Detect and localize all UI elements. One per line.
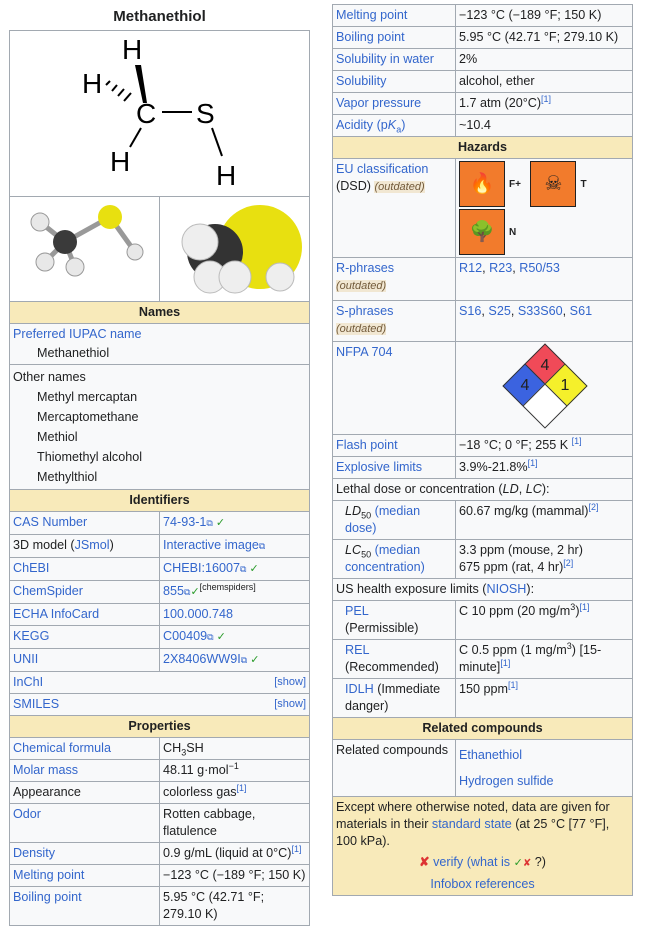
r-phrase-link[interactable]: R50/53 xyxy=(519,261,560,275)
related-compound-link[interactable]: Hydrogen sulfide xyxy=(459,774,554,788)
idlh-value-cell: 150 ppm[1] xyxy=(456,679,633,718)
other-name: Mercaptomethane xyxy=(37,410,139,424)
lc50-value-cell: 3.3 ppm (mouse, 2 hr) 675 ppm (rat, 4 hr)[2] xyxy=(456,540,633,579)
rel-value-cell: C 0.5 ppm (1 $mg/m^3$) [15-minute][1] xyxy=(456,640,633,679)
unii-label-cell xyxy=(10,649,160,672)
check-icon: ✓ xyxy=(246,563,259,575)
vapor-pressure-label-cell xyxy=(333,93,456,115)
nfpa-health: 4 xyxy=(520,377,530,394)
chemspider-value-cell xyxy=(160,581,310,604)
other-names-row xyxy=(10,365,310,490)
section-related-compounds: Related compounds xyxy=(333,718,633,740)
lethal-dose-header: Lethal dose or concentration (LD, LC): xyxy=(333,479,633,501)
atom-c: C xyxy=(136,98,157,129)
odor-link[interactable]: Odor xyxy=(13,807,41,821)
eu-classification-label-cell: EU classification (DSD) (outdated) xyxy=(333,159,456,258)
s-phrases-link[interactable]: S-phrases xyxy=(336,304,394,318)
r-phrase-link[interactable]: R23 xyxy=(489,261,513,275)
citation-link[interactable]: [1] xyxy=(527,457,538,468)
related-compounds-label: Related compounds xyxy=(333,740,456,797)
acidity-value: ~10.4 xyxy=(456,115,633,137)
eu-classification-link[interactable]: EU classification xyxy=(336,162,429,176)
cas-number-link[interactable]: CAS Number xyxy=(13,515,88,529)
explosive-limits-value-cell: 3.9%-21.8%[1] xyxy=(456,457,633,479)
explosive-limits-link[interactable]: Explosive limits xyxy=(336,460,423,474)
cas-value-cell xyxy=(160,512,310,535)
environment-hazard-icon[interactable]: 🌳 xyxy=(459,209,505,255)
r-phrases-value-cell: R12, R23, R50/53 xyxy=(456,258,633,301)
r-phrase-link[interactable]: R12 xyxy=(459,261,483,275)
atom-s: S xyxy=(196,98,215,129)
s-phrase-link[interactable]: S25 xyxy=(488,304,511,318)
iupac-name-link[interactable]: Preferred IUPAC name xyxy=(13,327,142,341)
pel-label-cell: PEL (Permissible) xyxy=(333,601,456,640)
solubility-link[interactable]: Solubility xyxy=(336,74,387,88)
ld50-value-cell: 60.67 mg/kg (mammal)[2] xyxy=(456,501,633,540)
ld50-label-cell: $LD_{50}$ (median dose) xyxy=(333,501,456,540)
model-label-cell: 3D model (JSmol) xyxy=(10,535,160,558)
related-compounds-value-cell xyxy=(456,740,633,797)
check-icon: ✓ xyxy=(247,654,260,666)
standard-state-note: Except where otherwise noted, data are given for materials in their standard state (at 25 °C [77 °F], 100 kPa). xyxy=(336,800,610,848)
external-link-icon: ⧉ xyxy=(258,541,266,551)
s-phrase-link[interactable]: S61 xyxy=(569,304,593,318)
chemspider-link[interactable]: ChemSpider xyxy=(13,584,83,598)
check-icon: ✓ xyxy=(190,586,200,598)
infobox-title: Methanethiol xyxy=(113,8,206,25)
space-filling-model xyxy=(160,197,308,296)
atom-h-top: H xyxy=(122,34,143,65)
ball-and-stick-model xyxy=(10,197,158,296)
chebi-link[interactable]: ChEBI xyxy=(13,561,50,575)
other-name: Methiol xyxy=(37,430,78,444)
niosh-link[interactable]: NIOSH xyxy=(486,582,527,596)
chemspider-value[interactable]: 855 xyxy=(163,584,185,598)
infobox-table-left xyxy=(9,30,310,926)
solubility-value: alcohol, ether xyxy=(456,71,633,93)
nfpa-diamond[interactable] xyxy=(509,350,579,420)
s-phrase-link[interactable]: S33S60 xyxy=(517,304,563,318)
r-phrases-label-cell xyxy=(333,258,456,301)
median-dose-link[interactable]: (median dose) xyxy=(345,504,421,535)
molar-mass-link[interactable]: Molar mass xyxy=(13,763,79,777)
solubility-water-link[interactable]: Solubility in water xyxy=(336,52,434,66)
echa-value[interactable]: 100.000.748 xyxy=(163,607,234,621)
lc50-label-cell: $LC_{50}$ (median concentration) xyxy=(333,540,456,579)
infobox-right xyxy=(332,4,633,896)
boiling-value: 5.95 °C (42.71 °F; 279.10 K) xyxy=(160,887,310,926)
appearance-value-cell: colorless gas[1] xyxy=(160,782,310,804)
iupac-name-row xyxy=(10,324,310,365)
vapor-pressure-link[interactable]: Vapor pressure xyxy=(336,96,422,110)
infobox-references-row xyxy=(336,876,629,893)
external-link-icon: ⧉ xyxy=(240,564,247,574)
melting-point-link[interactable]: Melting point xyxy=(13,868,85,882)
chebi-value[interactable]: CHEBI:16007 xyxy=(163,561,241,575)
jsmol-link[interactable]: JSmol xyxy=(74,538,110,552)
citation-link[interactable]: [2] xyxy=(588,501,599,512)
solubility-label-cell xyxy=(333,71,456,93)
melting-value: −123 °C (−189 °F; 150 K) xyxy=(160,865,310,887)
check-icon: ✓ xyxy=(513,857,523,869)
acidity-link[interactable]: Acidity $(pK_a)$ xyxy=(336,118,406,135)
infobox-table-right xyxy=(332,4,633,896)
echa-link[interactable]: ECHA InfoCard xyxy=(13,607,100,621)
solubility-water-label-cell xyxy=(333,49,456,71)
us-exposure-header: US health exposure limits (NIOSH): xyxy=(333,579,633,601)
outdated-tag: (outdated) xyxy=(374,181,425,193)
s-phrases-label-cell xyxy=(333,301,456,342)
nfpa-flammability: 4 xyxy=(540,357,550,374)
external-link-icon: ⧉ xyxy=(184,587,191,597)
infobox-footer xyxy=(333,797,633,896)
other-name: Methylthiol xyxy=(37,470,98,484)
kegg-label-cell xyxy=(10,626,160,649)
solubility-water-value: 2% xyxy=(456,49,633,71)
citation-link[interactable]: [1] xyxy=(500,657,511,668)
melting-value: −123 °C (−189 °F; 150 K) xyxy=(456,5,633,27)
kegg-value[interactable]: C00409 xyxy=(163,629,208,643)
smiles-show-toggle[interactable]: [show] xyxy=(274,698,306,710)
verify-row: ✘ verify (what is ✓✘ ?) xyxy=(419,855,546,869)
flash-point-value-cell: −18 °C; 0 °F; 255 K [1] xyxy=(456,435,633,457)
explosive-limits-label-cell xyxy=(333,457,456,479)
pel-link[interactable]: PEL xyxy=(345,604,369,618)
melting-point-link[interactable]: Melting point xyxy=(336,8,408,22)
kegg-link[interactable]: KEGG xyxy=(13,629,50,643)
odor-value: Rotten cabbage, flatulence xyxy=(160,804,310,843)
ball-stick-model-cell xyxy=(10,197,160,302)
inchi-link[interactable]: InChI xyxy=(13,675,44,689)
boiling-label-cell xyxy=(333,27,456,49)
cas-label-cell xyxy=(10,512,160,535)
nfpa-reactivity: 1 xyxy=(560,377,570,394)
flash-point-link[interactable]: Flash point xyxy=(336,438,398,452)
interactive-image-link[interactable]: Interactive image xyxy=(163,538,259,552)
unii-value[interactable]: 2X8406WW9I xyxy=(163,652,241,666)
structure-diagram-cell xyxy=(10,31,310,197)
pel-value-cell: C 10 ppm (20 $mg/m^3)[1]$ xyxy=(456,601,633,640)
flash-point-label-cell xyxy=(333,435,456,457)
check-icon: ✓ xyxy=(212,517,226,529)
citation-link[interactable]: [1] xyxy=(236,782,247,793)
formula-value-cell: $CH_3SH$ xyxy=(160,738,310,760)
chebi-value-cell xyxy=(160,558,310,581)
iupac-name-value: Methanethiol xyxy=(37,346,110,360)
outdated-tag: (outdated) xyxy=(336,280,387,292)
atom-h-bottom: H xyxy=(110,146,131,177)
external-link-icon: ⧉ xyxy=(206,518,213,528)
eu-symbols-cell: 🔥 F+ ☠ T 🌳 N xyxy=(456,159,633,258)
nfpa-704-link[interactable]: NFPA 704 xyxy=(336,345,393,359)
smiles-row xyxy=(10,694,310,716)
boiling-point-link[interactable]: Boiling point xyxy=(336,30,405,44)
atom-h-left: H xyxy=(82,68,103,99)
citation-link[interactable]: [1] xyxy=(579,601,590,612)
smiles-link[interactable]: SMILES xyxy=(13,697,60,711)
outdated-tag: (outdated) xyxy=(336,323,387,335)
echa-value-cell xyxy=(160,604,310,626)
unii-link[interactable]: UNII xyxy=(13,652,39,666)
what-is-link[interactable]: (what is xyxy=(466,855,511,869)
external-link-icon: ⧉ xyxy=(207,632,214,642)
cross-icon: ✘ xyxy=(522,858,532,869)
odor-label-cell xyxy=(10,804,160,843)
density-value-cell: 0.9 g/mL (liquid at 0°C)[1] xyxy=(160,843,310,865)
other-name: Thiomethyl alcohol xyxy=(37,450,142,464)
skull-icon[interactable]: ☠ xyxy=(530,161,576,207)
boiling-value: 5.95 °C (42.71 °F; 279.10 K) xyxy=(456,27,633,49)
check-icon: ✓ xyxy=(213,631,226,643)
citation-link[interactable]: [1] xyxy=(291,843,302,854)
chemspider-note: [chemspiders] xyxy=(199,581,256,592)
idlh-link[interactable]: IDLH xyxy=(345,682,374,696)
rel-label-cell: REL (Recommended) xyxy=(333,640,456,679)
related-compound-link[interactable]: Ethanethiol xyxy=(459,748,523,762)
citation-link[interactable]: [1] xyxy=(541,93,552,104)
acidity-label-cell xyxy=(333,115,456,137)
r-phrases-link[interactable]: R-phrases xyxy=(336,261,395,275)
chemspider-label-cell xyxy=(10,581,160,604)
standard-state-link[interactable]: standard state xyxy=(431,817,512,831)
median-concentration-link[interactable]: (median concentration) xyxy=(345,543,425,574)
section-hazards: Hazards xyxy=(333,137,633,159)
molar-mass-value-cell: 48.11 g·mol$^{-1}$ xyxy=(160,760,310,782)
cross-icon: ✘ xyxy=(419,855,430,869)
section-properties: Properties xyxy=(10,716,310,738)
model-value-cell xyxy=(160,535,310,558)
density-label-cell xyxy=(10,843,160,865)
infobox-references-link[interactable]: Infobox references xyxy=(430,877,535,891)
echa-label-cell xyxy=(10,604,160,626)
citation-link[interactable]: [2] xyxy=(563,557,574,568)
structural-formula xyxy=(10,31,309,191)
s-phrases-value-cell: S16, S25, S33S60, S61 xyxy=(456,301,633,342)
atom-h-right: H xyxy=(216,160,237,191)
molar-mass-label-cell xyxy=(10,760,160,782)
chebi-label-cell xyxy=(10,558,160,581)
chemical-formula-link[interactable]: Chemical formula xyxy=(13,741,111,755)
density-link[interactable]: Density xyxy=(13,846,55,860)
melting-label-cell xyxy=(10,865,160,887)
external-link-icon: ⧉ xyxy=(240,655,248,665)
inchi-row xyxy=(10,672,310,694)
other-name: Methyl mercaptan xyxy=(37,390,138,404)
citation-link[interactable]: [1] xyxy=(508,679,519,690)
nfpa-diamond-cell xyxy=(456,342,633,435)
boiling-point-link[interactable]: Boiling point xyxy=(13,890,82,904)
unii-value-cell xyxy=(160,649,310,672)
melting-label-cell xyxy=(333,5,456,27)
formula-label-cell xyxy=(10,738,160,760)
verify-link[interactable]: verify xyxy=(433,855,464,869)
space-filling-model-cell xyxy=(160,197,310,302)
rel-link[interactable]: REL xyxy=(345,643,370,657)
citation-link[interactable]: [1] xyxy=(571,435,582,446)
nfpa-label-cell xyxy=(333,342,456,435)
inchi-show-toggle[interactable]: [show] xyxy=(274,676,306,688)
cas-number-value[interactable]: 74-93-1 xyxy=(163,515,207,529)
vapor-pressure-value-cell: 1.7 atm (20°C)[1] xyxy=(456,93,633,115)
section-identifiers: Identifiers xyxy=(10,490,310,512)
flame-icon[interactable]: 🔥 xyxy=(459,161,505,207)
s-phrase-link[interactable]: S16 xyxy=(459,304,482,318)
boiling-label-cell xyxy=(10,887,160,926)
kegg-value-cell xyxy=(160,626,310,649)
infobox-left xyxy=(9,0,310,926)
appearance-label: Appearance xyxy=(10,782,160,804)
other-names-label: Other names xyxy=(13,370,86,384)
idlh-label-cell: IDLH (Immediate danger) xyxy=(333,679,456,718)
section-names: Names xyxy=(10,302,310,324)
